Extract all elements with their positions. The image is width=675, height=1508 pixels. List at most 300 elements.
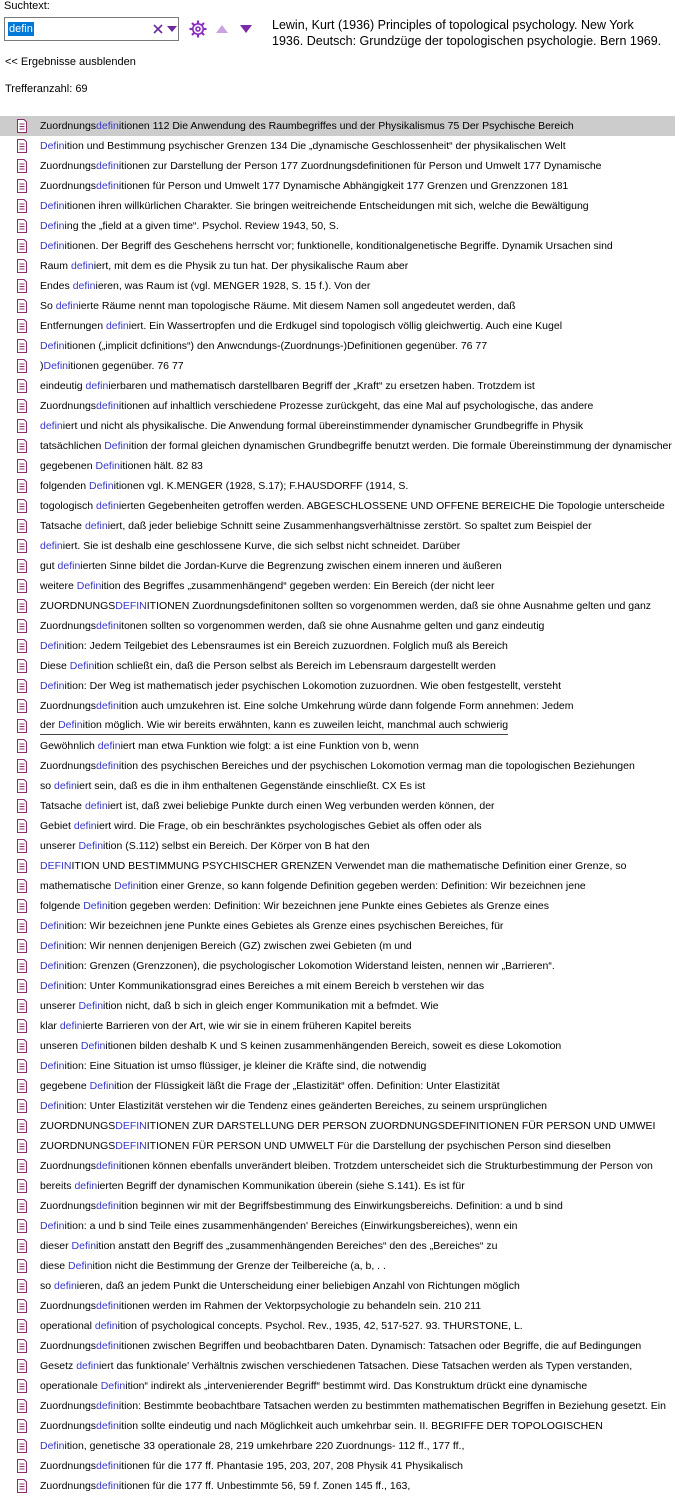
result-row[interactable]	[0, 396, 675, 416]
document-icon	[16, 519, 28, 533]
result-match: Defin	[58, 719, 83, 731]
result-text-after: ition nicht die Bestimmung der Grenze der Teilbereiche (a, b, . .	[92, 1260, 386, 1272]
result-text-before: ZUORDNUNGS	[40, 1140, 116, 1152]
result-match: defin	[40, 420, 63, 432]
result-row[interactable]	[0, 376, 675, 396]
result-match: Defin	[40, 920, 65, 932]
result-row[interactable]	[0, 696, 675, 716]
result-text-after: iert und nicht als physikalische. Die Anwendung formal übereinstimmender dynamischer Grundbegriffe in Physik	[62, 420, 584, 432]
result-text-before: Entfernungen	[40, 320, 106, 332]
document-icon	[16, 499, 28, 513]
result-row[interactable]	[0, 1236, 675, 1256]
result-match: defin	[84, 800, 108, 812]
result-text-after: ition anstatt den Begriff des „zusammenhängenden Bereiches“ den des „Bereiches“ zu	[96, 1240, 498, 1252]
result-text	[40, 256, 408, 276]
result-text-before: Zuordnungs	[40, 1160, 97, 1172]
result-match: Defin	[78, 1000, 104, 1012]
result-text-before: unserer	[40, 1000, 79, 1012]
result-match: defin	[40, 540, 63, 552]
result-text-before: ZUORDNUNGS	[40, 1120, 116, 1132]
result-row[interactable]	[0, 516, 675, 536]
result-row[interactable]	[0, 1156, 675, 1176]
result-row[interactable]	[0, 476, 675, 496]
result-row[interactable]	[0, 1176, 675, 1196]
result-text	[40, 716, 508, 735]
result-match: Defin	[40, 980, 65, 992]
result-row[interactable]	[0, 1456, 675, 1476]
result-match: DEFIN	[40, 860, 72, 872]
result-text-after: itionen 112 Die Anwendung des Raumbegriffes und der Physikalismus 75 Der Psychische Bereich	[118, 120, 574, 132]
result-text	[40, 976, 484, 996]
result-match: Defin	[69, 660, 95, 672]
result-text-before: Zuordnungs	[40, 1420, 97, 1432]
result-match: Defin	[40, 340, 65, 352]
result-match: Defin	[100, 1380, 126, 1392]
result-text	[40, 316, 562, 336]
result-text-after: ITIONEN Zuordnungsdefinitonen sollten so vorgenommen werden, daß sie ohne Ausnahme gelten und ganz	[146, 600, 652, 612]
document-icon	[16, 579, 28, 593]
gear-icon[interactable]	[188, 19, 208, 39]
result-text-before: Gebiet	[40, 820, 74, 832]
result-text-after: ition: Wir nennen denjenigen Bereich (GZ) zwischen zwei Gebieten (m und	[64, 940, 412, 952]
result-text-after: ieren, was Raum ist (vgl. MENGER 1928, S. 15 f.). Von der	[95, 280, 371, 292]
result-row[interactable]	[0, 316, 675, 336]
result-match: Defin	[43, 360, 69, 372]
hide-results-link[interactable]: << Ergebnisse ausblenden	[5, 56, 136, 68]
result-row[interactable]	[0, 1076, 675, 1096]
result-text	[40, 1156, 653, 1176]
result-text	[40, 196, 589, 216]
result-text	[40, 176, 568, 196]
result-row[interactable]	[0, 596, 675, 616]
result-text	[40, 376, 535, 396]
result-row[interactable]	[0, 776, 675, 796]
result-row[interactable]	[0, 1096, 675, 1116]
document-icon	[16, 1159, 28, 1173]
result-row[interactable]	[0, 1276, 675, 1296]
document-icon	[16, 259, 28, 273]
result-match: defin	[96, 1400, 119, 1412]
search-combobox[interactable]	[4, 17, 179, 41]
result-row[interactable]	[0, 116, 675, 136]
document-icon	[16, 139, 28, 153]
result-row[interactable]	[0, 1136, 675, 1156]
result-text-before: Gewöhnlich	[40, 740, 98, 752]
result-row[interactable]	[0, 876, 675, 896]
result-text	[40, 456, 203, 476]
result-text	[40, 896, 549, 916]
result-text	[40, 496, 665, 516]
results-list	[0, 116, 675, 1496]
document-icon	[16, 359, 28, 373]
result-row[interactable]	[0, 176, 675, 196]
result-text-after: iert ist, daß zwei beliebige Punkte durch einen Weg verbunden werden können, der	[107, 800, 495, 812]
result-text-before: Zuordnungs	[40, 120, 97, 132]
result-text-after: iert man etwa Funktion wie folgt: a ist eine Funktion von b, wenn	[120, 740, 419, 752]
result-text-after: ierten Gegebenheiten getroffen werden. ABGESCHLOSSENE UND OFFENE BEREICHE Die Topologie unterscheide	[118, 500, 665, 512]
result-text-after: ition: Wir bezeichnen jene Punkte eines Gebietes als Grenze eines psychischen Bereiches, für	[64, 920, 504, 932]
document-icon	[16, 1099, 28, 1113]
result-text-before: unseren	[40, 1040, 81, 1052]
result-match: Defin	[40, 220, 65, 232]
result-row[interactable]	[0, 196, 675, 216]
result-text-after: ITIONEN ZUR DARSTELLUNG DER PERSON ZUORDNUNGSDEFINITIONEN FÜR PERSON UND UMWEI	[146, 1120, 656, 1132]
result-text-before: gut	[40, 560, 58, 572]
result-text-after: itionen für die 177 ff. Unbestimmte 56, 59 f. Zonen 145 ff., 163,	[118, 1480, 411, 1492]
result-text-before: Tatsache	[40, 520, 85, 532]
result-text	[40, 476, 408, 496]
result-text	[40, 1456, 463, 1476]
result-row[interactable]	[0, 1336, 675, 1356]
document-icon	[16, 219, 28, 233]
result-match: Defin	[40, 680, 65, 692]
result-text	[40, 516, 592, 536]
document-icon	[16, 1419, 28, 1433]
result-text	[40, 436, 672, 456]
result-text	[40, 1396, 666, 1416]
result-row[interactable]	[0, 916, 675, 936]
document-icon	[16, 319, 28, 333]
document-icon	[16, 299, 28, 313]
result-text-before: der	[40, 719, 59, 731]
result-text-after: itionen vgl. K.MENGER (1928, S.17); F.HAUSDORFF (1914, S.	[113, 480, 409, 492]
result-text	[40, 276, 370, 296]
result-text-after: itionen auf inhaltlich verschiedene Prozesse zurückgeht, das eine Mal auf psychologische, das andere	[118, 400, 594, 412]
result-text	[40, 796, 495, 816]
result-text-after: ition nicht, daß b sich in gleich enger Kommunikation mit a befmdet. Wie	[103, 1000, 439, 1012]
document-icon	[16, 1299, 28, 1313]
result-text-after: itionen zwischen Begriffen und beobachtbaren Daten. Dynamisch: Tatsachen oder Begriffe, die auf Bedingungen	[118, 1340, 642, 1352]
document-icon	[16, 779, 28, 793]
result-row[interactable]	[0, 676, 675, 696]
result-match: defin	[85, 380, 109, 392]
result-text-after: iert. Sie ist deshalb eine geschlossene Kurve, die sich selbst nicht schneidet. Darüber	[62, 540, 461, 552]
result-text-after: ition, genetische 33 operationale 28, 219 umkehrbare 220 Zuordnungs- 112 ff., 177 ff.,	[64, 1440, 465, 1452]
arrow-down-icon[interactable]	[238, 22, 254, 36]
document-icon	[16, 419, 28, 433]
result-row[interactable]	[0, 1016, 675, 1036]
result-match: defin	[57, 560, 81, 572]
result-text-after: iert, mit dem es die Physik zu tun hat. Der physikalische Raum aber	[93, 260, 409, 272]
result-text	[40, 136, 566, 156]
document-icon	[16, 1239, 28, 1253]
result-text-before: unserer	[40, 840, 79, 852]
result-row[interactable]	[0, 1476, 675, 1496]
result-match: defin	[96, 180, 119, 192]
result-match: defin	[74, 1180, 98, 1192]
result-text-before: so	[40, 1280, 55, 1292]
result-row[interactable]	[0, 136, 675, 156]
result-row[interactable]	[0, 716, 675, 736]
result-row[interactable]	[0, 976, 675, 996]
result-match: defin	[96, 620, 119, 632]
result-text	[40, 736, 419, 756]
result-text	[40, 1476, 410, 1496]
result-text	[40, 776, 425, 796]
result-text	[40, 396, 593, 416]
result-text-before: bereits	[40, 1180, 75, 1192]
result-row[interactable]	[0, 1116, 675, 1136]
result-match: defin	[96, 700, 119, 712]
document-icon	[16, 599, 28, 613]
result-row[interactable]	[0, 216, 675, 236]
result-row[interactable]	[0, 536, 675, 556]
result-text-after: ition“ indirekt als „intervenierender Begriff“ bestimmt wird. Das Konstruktum drückt eine dynamische	[125, 1380, 588, 1392]
result-text	[40, 356, 184, 376]
result-match: defin	[96, 1200, 119, 1212]
result-text	[40, 236, 613, 256]
result-match: Defin	[104, 440, 129, 452]
result-text-before: Zuordnungs	[40, 1460, 97, 1472]
result-text	[40, 636, 508, 656]
source-reference: Lewin, Kurt (1936) Principles of topological psychology. New York 1936. Deutsch: Grundzüge der topologischen psychologie. Bern 1969.	[272, 18, 662, 48]
result-text-after: ition des psychischen Bereiches und der psychischen Lokomotion vermag man die topologischen Beziehungen	[118, 760, 635, 772]
result-match: DEFIN	[115, 1140, 147, 1152]
result-text-before: Zuordnungs	[40, 1340, 97, 1352]
result-text	[40, 1056, 426, 1076]
result-row[interactable]	[0, 276, 675, 296]
document-icon	[16, 539, 28, 553]
result-text	[40, 116, 574, 136]
result-row[interactable]	[0, 236, 675, 256]
result-text-after: ition: Unter Kommunikationsgrad eines Bereiches a mit einem Bereich b verstehen wir das	[64, 980, 485, 992]
result-row[interactable]	[0, 1416, 675, 1436]
result-match: defin	[96, 160, 119, 172]
result-row[interactable]	[0, 556, 675, 576]
result-text-after: ition des Begriffes „zusammenhängend“ gegeben werden: Ein Bereich (der nicht leer	[101, 580, 495, 592]
result-text-after: ition einer Grenze, so kann folgende Definition gegeben werden: Definition: Wir bezeichnen jene	[138, 880, 586, 892]
document-icon	[16, 959, 28, 973]
result-row[interactable]	[0, 996, 675, 1016]
result-text-before: So	[40, 300, 56, 312]
result-text-after: ition der formal gleichen dynamischen Grundbegriffe benutzt werden. Die formale Übereinstimmung der dynamischer	[128, 440, 672, 452]
result-text-before: folgenden	[40, 480, 90, 492]
document-icon	[16, 1459, 28, 1473]
result-match: defin	[70, 260, 94, 272]
result-text	[40, 216, 339, 236]
result-text-after: ierbaren und mathematisch darstellbaren Begriff der „Kraft“ zu ersetzen haben. Trotzdem ist	[108, 380, 535, 392]
result-row[interactable]	[0, 256, 675, 276]
result-text	[40, 1316, 523, 1336]
result-row[interactable]	[0, 656, 675, 676]
document-icon	[16, 239, 28, 253]
result-match: defin	[96, 120, 119, 132]
result-row[interactable]	[0, 956, 675, 976]
document-icon	[16, 399, 28, 413]
result-match: defin	[84, 520, 108, 532]
result-text-before: folgende	[40, 900, 84, 912]
result-row[interactable]	[0, 356, 675, 376]
document-icon	[16, 879, 28, 893]
result-row[interactable]	[0, 856, 675, 876]
result-row[interactable]	[0, 576, 675, 596]
result-row[interactable]	[0, 816, 675, 836]
result-text	[40, 1256, 386, 1276]
result-text-after: itionen ihren willkürlichen Charakter. Sie bringen weitreichende Entscheidungen mit sich, welche die Bewältigung	[64, 200, 589, 212]
result-text-after: ition schließt ein, daß die Person selbst als Bereich im Lebensraum dargestellt werden	[94, 660, 496, 672]
result-text-after: ITION UND BESTIMMUNG PSYCHISCHER GRENZEN Verwendet man die mathematische Definition einer Grenze, so	[71, 860, 627, 872]
result-match: DEFIN	[115, 1120, 147, 1132]
result-text-before: dieser	[40, 1240, 72, 1252]
document-icon	[16, 199, 28, 213]
result-row[interactable]	[0, 636, 675, 656]
result-match: defin	[54, 1280, 77, 1292]
result-row[interactable]	[0, 1356, 675, 1376]
document-icon	[16, 1019, 28, 1033]
result-match: defin	[96, 760, 119, 772]
result-text-after: itionen gegenüber. 76 77	[68, 360, 184, 372]
result-match: defin	[96, 400, 119, 412]
result-row[interactable]	[0, 1316, 675, 1336]
result-text	[40, 1036, 561, 1056]
document-icon	[16, 659, 28, 673]
document-icon	[16, 1399, 28, 1413]
result-row[interactable]	[0, 1036, 675, 1056]
result-text-after: iert. Ein Wassertropfen und die Erdkugel sind topologisch völlig gleichwertig. Auch eine Kugel	[128, 320, 563, 332]
result-row[interactable]	[0, 796, 675, 816]
document-icon	[16, 379, 28, 393]
result-text-after: itionen. Der Begriff des Geschehens herrscht vor; funktionelle, konditionalgenetische Begriffe. Dynamik Ursachen sind	[64, 240, 613, 252]
document-icon	[16, 1079, 28, 1093]
document-icon	[16, 619, 28, 633]
result-match: Defin	[40, 240, 65, 252]
result-text	[40, 836, 370, 856]
result-text	[40, 1336, 641, 1356]
result-text-after: itionen („implicit dcfinitions“) den Anwcndungs-(Zuordnungs-)Definitionen gegenüber. 76 77	[64, 340, 488, 352]
result-text-after: ing the „field at a given time“. Psychol. Review 1943, 50, S.	[64, 220, 339, 232]
document-icon	[16, 1439, 28, 1453]
result-row[interactable]	[0, 156, 675, 176]
result-match: defin	[73, 820, 97, 832]
hit-count: Trefferanzahl: 69	[5, 83, 88, 95]
result-text	[40, 756, 635, 776]
result-match: Defin	[40, 960, 65, 972]
result-row[interactable]	[0, 1376, 675, 1396]
result-text	[40, 676, 561, 696]
result-match: defin	[96, 1160, 119, 1172]
result-match: Defin	[40, 1220, 65, 1232]
result-text-before: )	[40, 360, 44, 372]
result-text	[40, 856, 626, 876]
result-match: Defin	[89, 480, 114, 492]
document-icon	[16, 1259, 28, 1273]
result-text	[40, 576, 494, 596]
result-text-before: weitere	[40, 580, 77, 592]
result-text	[40, 1356, 632, 1376]
result-text-after: iert, daß jeder beliebige Schnitt seine Zusammenhangsverhältnisse zerstört. So spaltet zum Beispiel der	[107, 520, 592, 532]
result-text	[40, 996, 439, 1016]
result-text-after: ierte Räume nennt man topologische Räume. Mit diesem Namen soll angedeutet werden, daß	[78, 300, 516, 312]
result-text-after: itionen für Person und Umwelt 177 Dynamische Abhängigkeit 177 Grenzen und Grenzzonen 181	[118, 180, 569, 192]
result-match: defin	[72, 280, 96, 292]
result-row[interactable]	[0, 936, 675, 956]
result-match: defin	[96, 1420, 119, 1432]
arrow-up-icon[interactable]	[214, 22, 230, 36]
search-label: Suchtext:	[4, 0, 50, 12]
result-text-before: diese	[40, 1260, 69, 1272]
result-text-after: itionen werden im Rahmen der Vektorpsychologie zu behandeln sein. 210 211	[118, 1300, 482, 1312]
result-row[interactable]	[0, 496, 675, 516]
result-text	[40, 916, 503, 936]
result-text	[40, 1196, 563, 1216]
result-text	[40, 956, 555, 976]
result-row[interactable]	[0, 296, 675, 316]
result-text-before: operationale	[40, 1380, 101, 1392]
result-text-before: Gesetz	[40, 1360, 77, 1372]
result-row[interactable]	[0, 436, 675, 456]
result-text	[40, 1376, 587, 1396]
result-text	[40, 596, 651, 616]
result-row[interactable]	[0, 736, 675, 756]
result-text-after: ierten Sinne bildet die Jordan-Kurve die Begrenzung zwischen einem inneren und äußeren	[80, 560, 502, 572]
result-text	[40, 616, 544, 636]
document-icon	[16, 479, 28, 493]
result-row[interactable]	[0, 1216, 675, 1236]
document-icon	[16, 1179, 28, 1193]
result-row[interactable]	[0, 456, 675, 476]
result-match: defin	[76, 1360, 99, 1372]
document-icon	[16, 719, 28, 733]
result-row[interactable]	[0, 1056, 675, 1076]
result-text-before: Zuordnungs	[40, 620, 97, 632]
result-text	[40, 1276, 520, 1296]
document-icon	[16, 1379, 28, 1393]
result-text-after: ition: Grenzen (Grenzzonen), die psychologischer Lokomotion Widerstand leisten, nennen wir „Barrieren“.	[64, 960, 555, 972]
result-text-after: ition: Jedem Teilgebiet des Lebensraumes ist ein Bereich zuzuordnen. Folglich muß als Bereich	[64, 640, 508, 652]
result-row[interactable]	[0, 836, 675, 856]
result-text-before: operational	[40, 1320, 95, 1332]
document-icon	[16, 279, 28, 293]
document-icon	[16, 1279, 28, 1293]
document-icon	[16, 459, 28, 473]
close-icon[interactable]	[151, 20, 165, 38]
result-row[interactable]	[0, 1436, 675, 1456]
result-match: defin	[96, 1460, 119, 1472]
result-text-after: ierten Begriff der dynamischen Kommunikation überein (siehe S.141). Es ist für	[97, 1180, 465, 1192]
result-row[interactable]	[0, 1396, 675, 1416]
result-row[interactable]	[0, 896, 675, 916]
result-text	[40, 936, 412, 956]
result-text-after: itionen hält. 82 83	[120, 460, 203, 472]
result-text-after: ition der Flüssigkeit läßt die Frage der „Elastizität“ offen. Definition: Unter Elastizität	[114, 1080, 500, 1092]
result-text-after: itionen bilden deshalb K und S keinen zusammenhängenden Bereich, soweit es diese Lokomotion	[105, 1040, 562, 1052]
result-row[interactable]	[0, 336, 675, 356]
result-match: Defin	[40, 640, 65, 652]
result-row[interactable]	[0, 1196, 675, 1216]
result-text-after: ition sollte eindeutig und nach Möglichkeit auch umkehrbar sein. II. BEGRIFFE DER TOPOLOGISCHEN	[118, 1420, 603, 1432]
chevron-down-icon[interactable]	[166, 20, 178, 38]
result-row[interactable]	[0, 416, 675, 436]
result-match: defin	[54, 780, 77, 792]
document-icon	[16, 119, 28, 133]
result-row[interactable]	[0, 616, 675, 636]
result-text-after: ieren, daß an jedem Punkt die Unterscheidung einer beliebigen Anzahl von Richtungen möglich	[76, 1280, 520, 1292]
result-text-before: Tatsache	[40, 800, 85, 812]
result-text-before: Raum	[40, 260, 71, 272]
result-row[interactable]	[0, 1256, 675, 1276]
document-icon	[16, 999, 28, 1013]
result-match: defin	[55, 300, 79, 312]
document-icon	[16, 1319, 28, 1333]
result-row[interactable]	[0, 1296, 675, 1316]
result-row[interactable]	[0, 756, 675, 776]
document-icon	[16, 339, 28, 353]
result-match: DEFIN	[115, 600, 147, 612]
result-match: Defin	[40, 1100, 65, 1112]
result-text	[40, 296, 516, 316]
document-icon	[16, 1119, 28, 1133]
result-text	[40, 1436, 464, 1456]
